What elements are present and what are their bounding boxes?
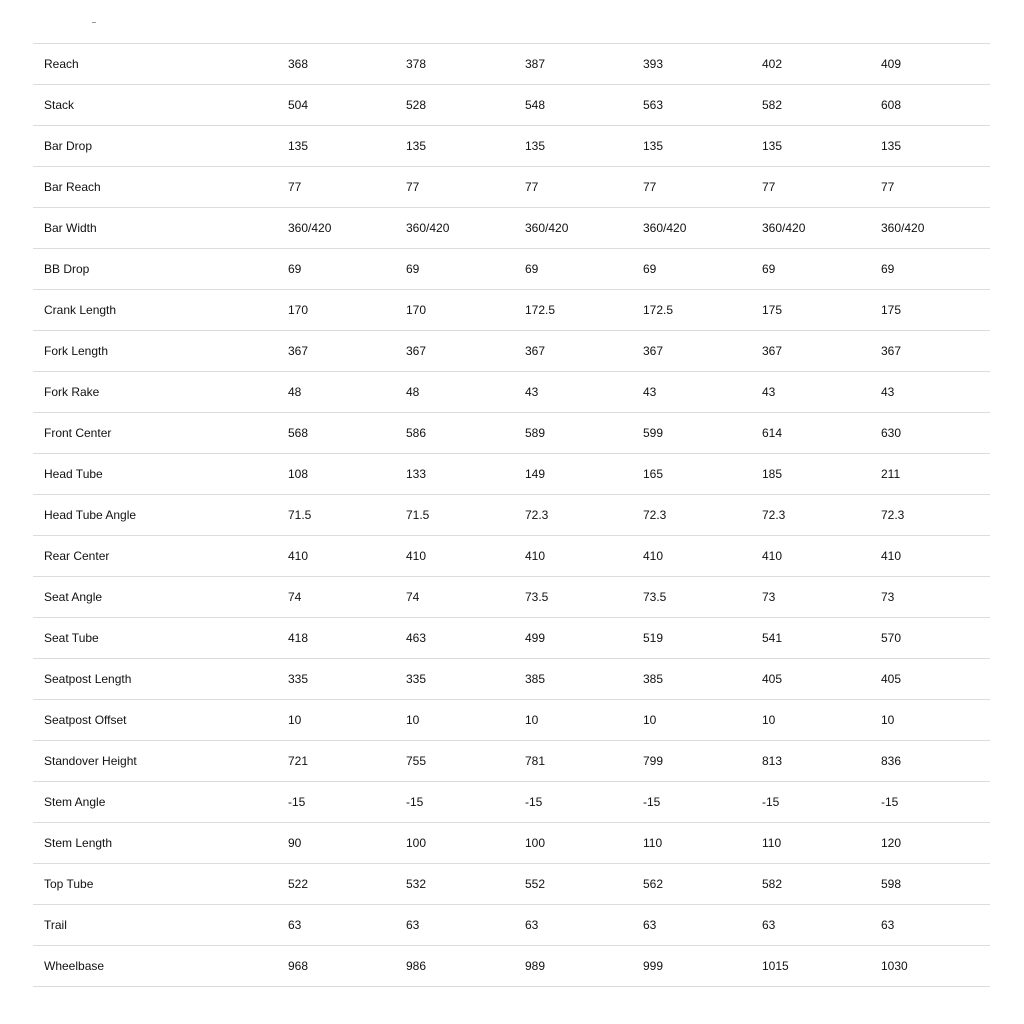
table-row [33, 249, 990, 290]
table-cell: 335 [406, 672, 427, 686]
table-cell: 799 [643, 754, 664, 768]
table-cell: 410 [288, 549, 309, 563]
table-row [33, 290, 990, 331]
table-cell: 755 [406, 754, 427, 768]
row-label: Seat Tube [44, 631, 99, 645]
table-row [33, 618, 990, 659]
table-cell: 378 [406, 57, 427, 71]
table-cell: 175 [881, 303, 902, 317]
table-cell: 77 [525, 180, 539, 194]
table-cell: -15 [643, 795, 661, 809]
table-cell: 1030 [881, 959, 908, 973]
table-cell: -15 [525, 795, 543, 809]
table-cell: 360/420 [881, 221, 925, 235]
table-cell: 393 [643, 57, 664, 71]
table-cell: 986 [406, 959, 427, 973]
table-cell: 120 [881, 836, 902, 850]
table-cell: 367 [406, 344, 427, 358]
table-cell: 185 [762, 467, 783, 481]
table-cell: 410 [406, 549, 427, 563]
table-cell: 570 [881, 631, 902, 645]
table-cell: 72.3 [525, 508, 549, 522]
row-label: Head Tube Angle [44, 508, 137, 522]
table-cell: 532 [406, 877, 427, 891]
table-cell: 360/420 [406, 221, 450, 235]
table-cell: 73.5 [525, 590, 549, 604]
table-cell: -15 [406, 795, 424, 809]
table-cell: 110 [643, 836, 663, 850]
table-row [33, 495, 990, 536]
table-cell: 568 [288, 426, 309, 440]
table-row [33, 85, 990, 126]
table-cell: 781 [525, 754, 546, 768]
table-row [33, 413, 990, 454]
table-cell: 63 [762, 918, 776, 932]
table-row [33, 946, 990, 987]
table-cell: 10 [643, 713, 657, 727]
table-cell: 541 [762, 631, 783, 645]
table-cell: 582 [762, 98, 783, 112]
table-cell: 836 [881, 754, 902, 768]
table-cell: 71.5 [288, 508, 312, 522]
table-row [33, 208, 990, 249]
table-cell: 77 [881, 180, 895, 194]
row-label: Standover Height [44, 754, 137, 768]
table-row [33, 905, 990, 946]
table-row [33, 659, 990, 700]
table-cell: 367 [762, 344, 783, 358]
table-cell: 528 [406, 98, 427, 112]
table-cell: 504 [288, 98, 309, 112]
table-cell: 71.5 [406, 508, 430, 522]
table-cell: 63 [881, 918, 895, 932]
table-cell: 10 [525, 713, 539, 727]
table-cell: 368 [288, 57, 309, 71]
table-cell: 48 [288, 385, 302, 399]
table-cell: 721 [288, 754, 309, 768]
table-cell: 989 [525, 959, 546, 973]
row-label: Rear Center [44, 549, 110, 563]
table-row [33, 782, 990, 823]
row-label: BB Drop [44, 262, 90, 276]
table-cell: 90 [288, 836, 302, 850]
row-label: Bar Drop [44, 139, 93, 153]
table-row [33, 454, 990, 495]
table-cell: 519 [643, 631, 664, 645]
table-cell: 552 [525, 877, 546, 891]
table-cell: 72.3 [643, 508, 667, 522]
table-cell: 367 [288, 344, 309, 358]
header-remnant-mark [92, 22, 96, 23]
table-cell: 599 [643, 426, 664, 440]
table-cell: 135 [762, 139, 783, 153]
table-cell: 63 [643, 918, 657, 932]
row-label: Stack [44, 98, 75, 112]
table-cell: 367 [643, 344, 664, 358]
table-cell: 170 [288, 303, 309, 317]
table-cell: 69 [762, 262, 776, 276]
table-cell: 968 [288, 959, 309, 973]
table-cell: 135 [406, 139, 427, 153]
table-row [33, 823, 990, 864]
table-cell: 562 [643, 877, 664, 891]
table-cell: 165 [643, 467, 664, 481]
row-label: Wheelbase [44, 959, 105, 973]
table-row [33, 167, 990, 208]
table-cell: 405 [762, 672, 783, 686]
row-label: Front Center [44, 426, 112, 440]
table-cell: 582 [762, 877, 783, 891]
row-label: Seatpost Offset [44, 713, 127, 727]
table-cell: 10 [881, 713, 895, 727]
table-cell: 77 [406, 180, 420, 194]
table-cell: 135 [525, 139, 546, 153]
table-cell: 43 [525, 385, 539, 399]
table-cell: 360/420 [288, 221, 332, 235]
table-cell: 135 [881, 139, 902, 153]
table-row [33, 741, 990, 782]
table-cell: 10 [288, 713, 302, 727]
table-cell: 385 [525, 672, 546, 686]
table-cell: 402 [762, 57, 783, 71]
table-row [33, 577, 990, 618]
table-cell: 69 [406, 262, 420, 276]
table-cell: 108 [288, 467, 309, 481]
table-cell: 73 [762, 590, 776, 604]
table-cell: 149 [525, 467, 546, 481]
table-cell: 499 [525, 631, 546, 645]
table-cell: 813 [762, 754, 783, 768]
table-cell: 360/420 [762, 221, 806, 235]
table-row [33, 536, 990, 577]
table-cell: 608 [881, 98, 902, 112]
row-label: Reach [44, 57, 79, 71]
table-cell: 69 [881, 262, 895, 276]
table-cell: 563 [643, 98, 664, 112]
table-cell: 77 [762, 180, 776, 194]
table-cell: 211 [881, 467, 901, 481]
table-cell: 360/420 [525, 221, 569, 235]
table-cell: 43 [643, 385, 657, 399]
row-label: Bar Width [44, 221, 97, 235]
table-row [33, 864, 990, 905]
table-cell: 410 [643, 549, 664, 563]
table-cell: 614 [762, 426, 783, 440]
row-label: Stem Length [44, 836, 113, 850]
table-cell: 72.3 [762, 508, 786, 522]
table-cell: 73.5 [643, 590, 667, 604]
table-cell: 63 [525, 918, 539, 932]
table-cell: 385 [643, 672, 664, 686]
table-cell: 999 [643, 959, 664, 973]
geometry-table [33, 43, 990, 987]
table-cell: 360/420 [643, 221, 687, 235]
table-cell: 175 [762, 303, 783, 317]
row-label: Seat Angle [44, 590, 103, 604]
row-label: Bar Reach [44, 180, 101, 194]
table-cell: 43 [762, 385, 776, 399]
table-row [33, 126, 990, 167]
table-cell: 73 [881, 590, 895, 604]
table-cell: 100 [525, 836, 546, 850]
table-cell: 387 [525, 57, 546, 71]
table-cell: 410 [762, 549, 783, 563]
table-cell: 10 [762, 713, 776, 727]
table-cell: 69 [643, 262, 657, 276]
table-cell: 135 [643, 139, 664, 153]
table-cell: 110 [762, 836, 782, 850]
table-cell: 172.5 [643, 303, 674, 317]
table-cell: 74 [406, 590, 420, 604]
row-label: Fork Length [44, 344, 109, 358]
table-cell: 1015 [762, 959, 789, 973]
table-cell: 598 [881, 877, 902, 891]
table-cell: 63 [288, 918, 302, 932]
table-row [33, 700, 990, 741]
table-row [33, 372, 990, 413]
table-cell: 43 [881, 385, 895, 399]
table-cell: 100 [406, 836, 427, 850]
table-cell: 630 [881, 426, 902, 440]
table-cell: 410 [881, 549, 902, 563]
table-cell: 522 [288, 877, 309, 891]
table-cell: 74 [288, 590, 302, 604]
table-cell: 77 [288, 180, 302, 194]
table-cell: 63 [406, 918, 420, 932]
geometry-table-body [33, 44, 990, 987]
table-row [33, 44, 990, 85]
table-cell: 69 [525, 262, 539, 276]
table-cell: 367 [525, 344, 546, 358]
table-cell: -15 [881, 795, 899, 809]
table-cell: 548 [525, 98, 546, 112]
table-cell: 589 [525, 426, 546, 440]
table-cell: 133 [406, 467, 427, 481]
table-cell: 77 [643, 180, 657, 194]
row-label: Fork Rake [44, 385, 100, 399]
table-cell: 10 [406, 713, 420, 727]
table-cell: 409 [881, 57, 902, 71]
row-label: Stem Angle [44, 795, 106, 809]
row-label: Seatpost Length [44, 672, 132, 686]
table-cell: 172.5 [525, 303, 556, 317]
table-cell: 135 [288, 139, 309, 153]
table-cell: 463 [406, 631, 427, 645]
table-cell: 69 [288, 262, 302, 276]
table-cell: 586 [406, 426, 427, 440]
row-label: Crank Length [44, 303, 117, 317]
table-cell: 367 [881, 344, 902, 358]
table-cell: 410 [525, 549, 546, 563]
row-label: Head Tube [44, 467, 103, 481]
table-cell: 72.3 [881, 508, 905, 522]
row-label: Trail [44, 918, 67, 932]
table-cell: 170 [406, 303, 427, 317]
table-cell: -15 [288, 795, 306, 809]
row-label: Top Tube [44, 877, 94, 891]
table-cell: 335 [288, 672, 309, 686]
table-cell: 405 [881, 672, 902, 686]
table-row [33, 331, 990, 372]
table-cell: -15 [762, 795, 780, 809]
table-cell: 48 [406, 385, 420, 399]
table-cell: 418 [288, 631, 309, 645]
